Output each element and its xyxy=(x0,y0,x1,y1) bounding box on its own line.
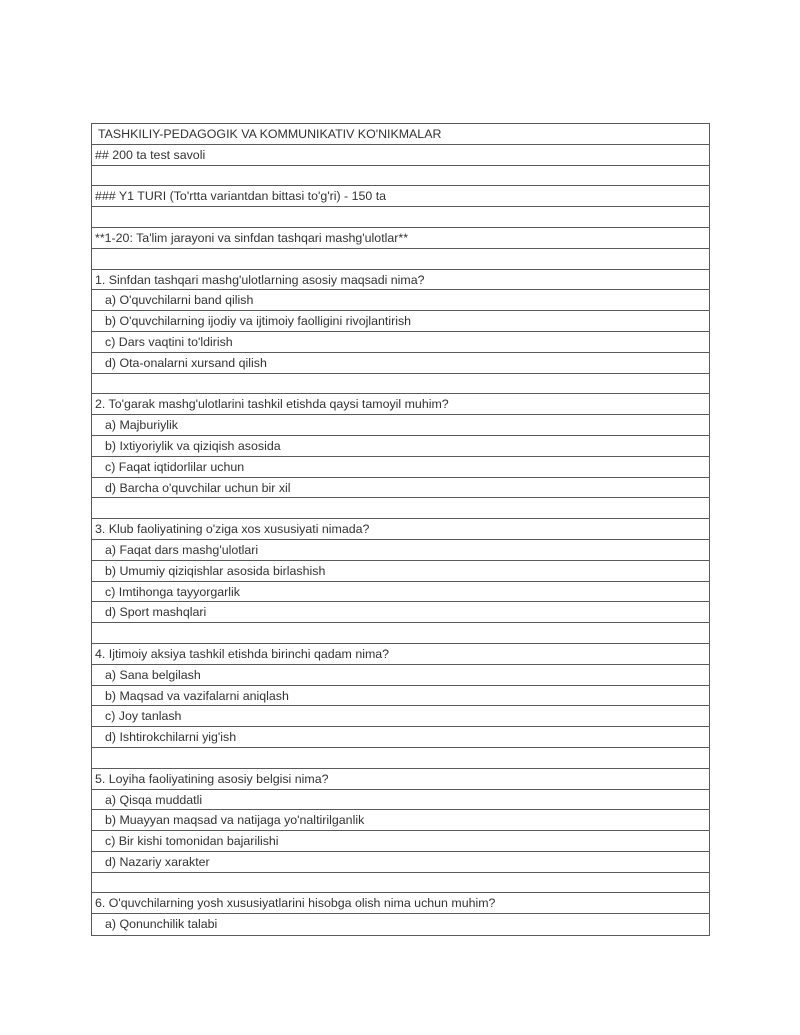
answer-option-row: c) Imtihonga tayyorgarlik xyxy=(92,582,709,603)
answer-option-row: a) Majburiylik xyxy=(92,415,709,436)
question-row: 3. Klub faoliyatining o'ziga xos xususiyati nimada? xyxy=(92,519,709,540)
answer-option-row: d) Barcha o'quvchilar uchun bir xil xyxy=(92,478,709,499)
answer-option-row: c) Dars vaqtini to'ldirish xyxy=(92,332,709,353)
heading-row: **1-20: Ta'lim jarayoni va sinfdan tashqari mashg'ulotlar** xyxy=(92,228,709,249)
answer-option-row: d) Ota-onalarni xursand qilish xyxy=(92,353,709,374)
answer-option-row: d) Nazariy xarakter xyxy=(92,852,709,873)
answer-option-row: c) Joy tanlash xyxy=(92,706,709,727)
answer-option-row: c) Bir kishi tomonidan bajarilishi xyxy=(92,831,709,852)
empty-row xyxy=(92,249,709,270)
empty-row xyxy=(92,748,709,769)
answer-option-row: b) Ixtiyoriylik va qiziqish asosida xyxy=(92,436,709,457)
heading-row: ### Y1 TURI (To'rtta variantdan bittasi to'g'ri) - 150 ta xyxy=(92,186,709,207)
question-row: 6. O'quvchilarning yosh xususiyatlarini hisobga olish nima uchun muhim? xyxy=(92,893,709,914)
heading-row: ## 200 ta test savoli xyxy=(92,145,709,166)
answer-option-row: d) Ishtirokchilarni yig'ish xyxy=(92,727,709,748)
question-row: 2. To'garak mashg'ulotlarini tashkil etishda qaysi tamoyil muhim? xyxy=(92,394,709,415)
empty-row xyxy=(92,873,709,894)
answer-option-row: a) Qonunchilik talabi xyxy=(105,917,218,932)
question-row: 5. Loyiha faoliyatining asosiy belgisi nima? xyxy=(92,769,709,790)
empty-row xyxy=(92,374,709,395)
answer-option-row: d) Sport mashqlari xyxy=(92,602,709,623)
empty-row xyxy=(92,207,709,228)
answer-option-row: a) O'quvchilarni band qilish xyxy=(92,290,709,311)
document-title-row: TASHKILIY-PEDAGOGIK VA KOMMUNIKATIV KO'NIKMALAR xyxy=(92,124,709,145)
answer-option-row: b) O'quvchilarning ijodiy va ijtimoiy faolligini rivojlantirish xyxy=(92,311,709,332)
answer-option-row: a) Faqat dars mashg'ulotlari xyxy=(92,540,709,561)
answer-option-row: a) Qisqa muddatli xyxy=(92,790,709,811)
question-row: 4. Ijtimoiy aksiya tashkil etishda birinchi qadam nima? xyxy=(92,644,709,665)
answer-option-row: b) Umumiy qiziqishlar asosida birlashish xyxy=(92,561,709,582)
test-questions-table xyxy=(91,123,710,936)
empty-row xyxy=(92,498,709,519)
answer-option-row: a) Sana belgilash xyxy=(92,665,709,686)
answer-option-row: b) Maqsad va vazifalarni aniqlash xyxy=(92,686,709,707)
answer-option-row: c) Faqat iqtidorlilar uchun xyxy=(92,457,709,478)
question-row: 1. Sinfdan tashqari mashg'ulotlarning asosiy maqsadi nima? xyxy=(92,270,709,291)
answer-option-row: b) Muayyan maqsad va natijaga yo'naltirilganlik xyxy=(92,810,709,831)
empty-row xyxy=(92,623,709,644)
empty-row xyxy=(92,166,709,187)
